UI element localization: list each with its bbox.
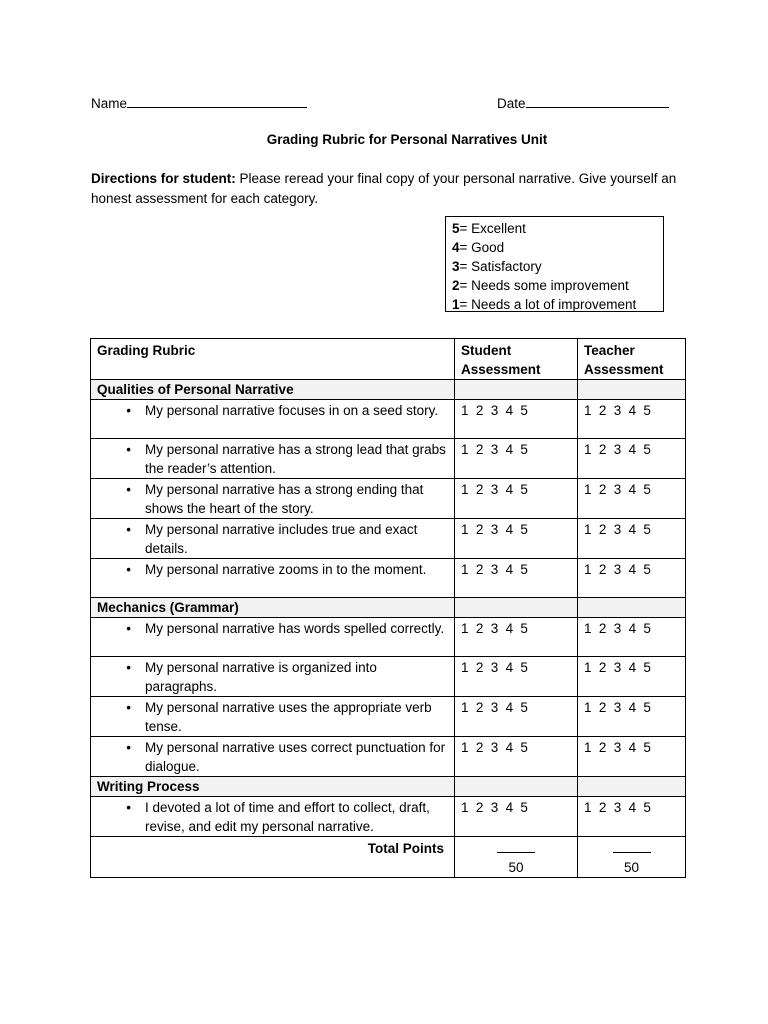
- student-score-options[interactable]: 1 2 3 4 5: [455, 697, 578, 737]
- criterion-text: My personal narrative is organized into paragraphs.: [145, 660, 377, 694]
- criterion: [97, 619, 448, 638]
- table-row: [91, 697, 686, 737]
- criterion: [97, 560, 448, 579]
- section-empty-cell: [455, 380, 578, 400]
- teacher-total[interactable]: [578, 837, 686, 878]
- teacher-score-options[interactable]: 1 2 3 4 5: [578, 697, 686, 737]
- criterion-text: My personal narrative uses the appropriate verb tense.: [145, 700, 432, 734]
- legend-text: = Needs a lot of improvement: [459, 297, 637, 312]
- table-row: [91, 618, 686, 657]
- teacher-score-options[interactable]: 1 2 3 4 5: [578, 519, 686, 559]
- bullet-glyph: •: [126, 522, 131, 537]
- table-row: [91, 559, 686, 598]
- teacher-score-options[interactable]: 1 2 3 4 5: [578, 559, 686, 598]
- criterion-cell: [91, 439, 455, 479]
- criterion-cell: [91, 737, 455, 777]
- bullet-glyph: •: [126, 482, 131, 497]
- section-empty-cell: [455, 598, 578, 618]
- date-line[interactable]: [526, 94, 669, 108]
- name-label: Name: [91, 96, 128, 111]
- criterion: [97, 698, 448, 736]
- criterion-cell: [91, 400, 455, 439]
- legend-item: [452, 238, 663, 257]
- section-title: Qualities of Personal Narrative: [91, 380, 455, 400]
- criterion-cell: [91, 657, 455, 697]
- date-label: Date: [497, 96, 526, 111]
- student-score-options[interactable]: 1 2 3 4 5: [455, 400, 578, 439]
- table-row: [91, 657, 686, 697]
- teacher-score-options[interactable]: 1 2 3 4 5: [578, 439, 686, 479]
- table-row: [91, 400, 686, 439]
- criterion-cell: [91, 519, 455, 559]
- col-header-teacher: Teacher Assessment: [578, 339, 686, 380]
- page-title: Grading Rubric for Personal Narratives Unit: [266, 132, 548, 147]
- col-header-rubric: Grading Rubric: [91, 339, 455, 380]
- criterion: [97, 401, 448, 420]
- student-score-options[interactable]: 1 2 3 4 5: [455, 519, 578, 559]
- criterion-cell: [91, 697, 455, 737]
- teacher-score-options[interactable]: 1 2 3 4 5: [578, 400, 686, 439]
- legend-item: [452, 219, 663, 238]
- legend-score: 1: [452, 297, 460, 312]
- student-total-line[interactable]: [497, 844, 535, 853]
- table-row: [91, 797, 686, 837]
- criterion: [97, 738, 448, 776]
- criterion-cell: [91, 479, 455, 519]
- table-row: [91, 737, 686, 777]
- col-header-student: Student Assessment: [455, 339, 578, 380]
- criterion: [97, 480, 448, 518]
- directions-text: Please reread your final copy of your personal narrative. Give yourself an honest assessment for each category.: [91, 171, 677, 206]
- total-points-label: Total Points: [91, 837, 455, 878]
- criterion-text: I devoted a lot of time and effort to collect, draft, revise, and edit my personal narrative.: [145, 800, 430, 834]
- teacher-score-options[interactable]: 1 2 3 4 5: [578, 618, 686, 657]
- legend-text: = Needs some improvement: [459, 278, 629, 293]
- date-field[interactable]: [497, 94, 669, 111]
- bullet-glyph: •: [126, 740, 131, 755]
- criterion-text: My personal narrative includes true and exact details.: [145, 522, 418, 556]
- directions-label: Directions for student:: [91, 171, 236, 186]
- criterion-text: My personal narrative has words spelled correctly.: [145, 621, 445, 636]
- teacher-total-line[interactable]: [613, 844, 651, 853]
- student-score-options[interactable]: 1 2 3 4 5: [455, 657, 578, 697]
- legend-score: 3: [452, 259, 460, 274]
- teacher-score-options[interactable]: 1 2 3 4 5: [578, 657, 686, 697]
- score-legend: [445, 216, 664, 312]
- criterion: [97, 798, 448, 836]
- legend-score: 4: [452, 240, 460, 255]
- teacher-score-options[interactable]: 1 2 3 4 5: [578, 479, 686, 519]
- section-title: Mechanics (Grammar): [91, 598, 455, 618]
- section-row: [91, 598, 686, 618]
- legend-score: 5: [452, 221, 460, 236]
- directions: [91, 169, 681, 208]
- teacher-score-options[interactable]: 1 2 3 4 5: [578, 737, 686, 777]
- criterion-cell: [91, 559, 455, 598]
- criterion: [97, 658, 448, 696]
- section-empty-cell: [578, 598, 686, 618]
- legend-score: 2: [452, 278, 460, 293]
- bullet-glyph: •: [126, 700, 131, 715]
- criterion-text: My personal narrative has a strong ending that shows the heart of the story.: [145, 482, 424, 516]
- bullet-glyph: •: [126, 621, 131, 636]
- student-score-options[interactable]: 1 2 3 4 5: [455, 618, 578, 657]
- criterion: [97, 440, 448, 478]
- criterion-text: My personal narrative zooms in to the moment.: [145, 562, 427, 577]
- teacher-score-options[interactable]: 1 2 3 4 5: [578, 797, 686, 837]
- legend-item: [452, 276, 663, 295]
- rubric-table: [90, 338, 686, 878]
- teacher-total-max: 50: [623, 860, 640, 875]
- legend-item: [452, 295, 663, 314]
- section-row: [91, 777, 686, 797]
- total-row: [91, 837, 686, 878]
- name-field[interactable]: [91, 94, 307, 111]
- student-score-options[interactable]: 1 2 3 4 5: [455, 797, 578, 837]
- section-title: Writing Process: [91, 777, 455, 797]
- section-empty-cell: [455, 777, 578, 797]
- table-row: [91, 439, 686, 479]
- section-empty-cell: [578, 380, 686, 400]
- legend-text: = Good: [459, 240, 505, 255]
- table-row: [91, 519, 686, 559]
- bullet-glyph: •: [126, 660, 131, 675]
- criterion-cell: [91, 797, 455, 837]
- criterion-cell: [91, 618, 455, 657]
- table-row: [91, 479, 686, 519]
- student-total-max: 50: [508, 860, 524, 875]
- criterion-text: My personal narrative uses correct punctuation for dialogue.: [145, 740, 446, 774]
- bullet-glyph: •: [126, 442, 131, 457]
- bullet-glyph: •: [126, 403, 131, 418]
- student-score-options[interactable]: 1 2 3 4 5: [455, 439, 578, 479]
- criterion-text: My personal narrative focuses in on a seed story.: [145, 403, 439, 418]
- student-score-options[interactable]: 1 2 3 4 5: [455, 559, 578, 598]
- legend-text: = Excellent: [459, 221, 526, 236]
- section-row: [91, 380, 686, 400]
- bullet-glyph: •: [126, 562, 131, 577]
- name-line[interactable]: [127, 94, 307, 108]
- criterion-text: My personal narrative has a strong lead that grabs the reader’s attention.: [145, 442, 446, 476]
- section-empty-cell: [578, 777, 686, 797]
- student-score-options[interactable]: 1 2 3 4 5: [455, 737, 578, 777]
- legend-item: [452, 257, 663, 276]
- bullet-glyph: •: [126, 800, 131, 815]
- legend-text: = Satisfactory: [459, 259, 542, 274]
- criterion: [97, 520, 448, 558]
- table-header-row: [91, 339, 686, 380]
- student-score-options[interactable]: 1 2 3 4 5: [455, 479, 578, 519]
- student-total[interactable]: [455, 837, 578, 878]
